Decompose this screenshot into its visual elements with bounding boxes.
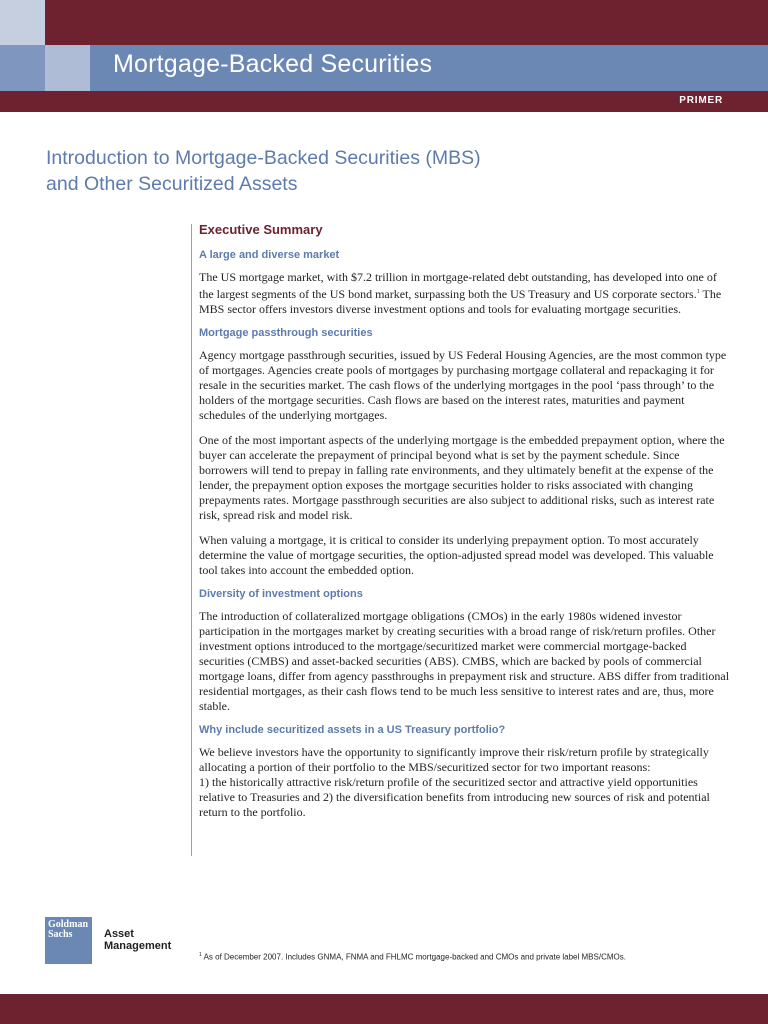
footnote <box>199 952 626 962</box>
paragraph-passthrough-2: One of the most important aspects of the underlying mortgage is the embedded prepayment option, where the buyer can accelerate the prepayment of principal beyond what is set by the payment schedule. Since borrowers will tend to prepay in falling rate environments, and they ultimately benefit at the expense of the lender, the prepayment option exposes the mortgage securities holder to risks associated with changing prepayments rates. Mortgage passthrough securities are also subject to additional risks, such as interest rate risk, spread risk and model risk. <box>199 433 725 522</box>
section-heading-passthrough: Mortgage passthrough securities <box>199 327 373 339</box>
summary-divider <box>191 224 192 856</box>
main-title <box>46 145 706 197</box>
main-title-line1: Introduction to Mortgage-Backed Securities (MBS) <box>46 147 481 169</box>
sub-band <box>45 91 768 112</box>
goldman-sachs-logo <box>45 917 92 964</box>
section-heading-market: A large and diverse market <box>199 249 340 261</box>
title-square <box>45 45 90 91</box>
title-left-block <box>0 45 45 91</box>
paragraph-treasury <box>199 745 731 820</box>
primer-label: PRIMER <box>679 95 723 106</box>
asset-management-label <box>104 928 171 952</box>
top-left-block <box>0 0 45 45</box>
paragraph-text: 1) the historically attractive risk/return profile of the securitized sector and attractive yield opportunities relative to Treasuries and 2) the diversification benefits from introducing new sources of risk and potential return to the portfolio. <box>199 775 710 819</box>
logo-text-line1: Asset <box>104 928 134 940</box>
doc-title: Mortgage-Backed Securities <box>113 50 433 78</box>
top-band <box>0 0 768 45</box>
bottom-band <box>0 994 768 1024</box>
logo-line2: Sachs <box>48 929 73 940</box>
paragraph-market <box>199 270 731 317</box>
executive-summary <box>199 222 731 830</box>
footnote-ref: 1 <box>696 289 700 295</box>
paragraph-passthrough-1: Agency mortgage passthrough securities, issued by US Federal Housing Agencies, are the most common type of mortgages. Agencies create pools of mortgages by purchasing mortgage collateral and repackaging it for resale in the securities market. The cash flows of the underlying mortgages in the pool ‘pass through’ to the holders of the mortgage securities. Cash flows are based on the interest rates, maturities and payment schedules of the underlying mortgages. <box>199 348 727 422</box>
executive-summary-heading: Executive Summary <box>199 222 323 237</box>
section-heading-treasury: Why include securitized assets in a US Treasury portfolio? <box>199 724 506 736</box>
paragraph-text: We believe investors have the opportunity to significantly improve their risk/return profile by strategically allocating a portion of their portfolio to the MBS/securitized sector for two important reasons: <box>199 745 709 774</box>
main-title-line2: and Other Securitized Assets <box>46 173 298 195</box>
paragraph-diversity: The introduction of collateralized mortgage obligations (CMOs) in the early 1980s widened investor participation in the mortgages market by creating securities with a broad range of risk/return profiles. Other investment options introduced to the mortgage/securitized market were commercial mortgage-backed securities (CMBS) and asset-backed securities (ABS). CMBS, which are backed by pools of commercial mortgage loans, differ from agency passthroughs in prepayment risk and structure. ABS differ from traditional residential mortgages, as their cash flows tend to be much less sensitive to interest rates and are, thus, more stable. <box>199 609 730 713</box>
left-strip <box>0 91 45 112</box>
logo-text-line2: Management <box>104 940 172 952</box>
footnote-text: As of December 2007. Includes GNMA, FNMA and FHLMC mortgage-backed and CMOs and private label MBS/CMOs. <box>201 952 626 962</box>
paragraph-passthrough-3: When valuing a mortgage, it is critical to consider its underlying prepayment option. To most accurately determine the value of mortgage securities, the option-adjusted spread model was developed. This valuable tool takes into account the embedded option. <box>199 533 714 577</box>
logo-line1: Goldman <box>48 919 89 930</box>
paragraph-text: The US mortgage market, with $7.2 trillion in mortgage-related debt outstanding, has developed into one of the largest segments of the US bond market, surpassing both the US Treasury and US corporate sectors. <box>199 270 717 301</box>
footnote-marker: 1 <box>199 952 202 958</box>
section-heading-diversity: Diversity of investment options <box>199 588 363 600</box>
paragraph-text: The MBS sector offers investors diverse investment options and tools for evaluating mortgage securities. <box>199 287 722 316</box>
